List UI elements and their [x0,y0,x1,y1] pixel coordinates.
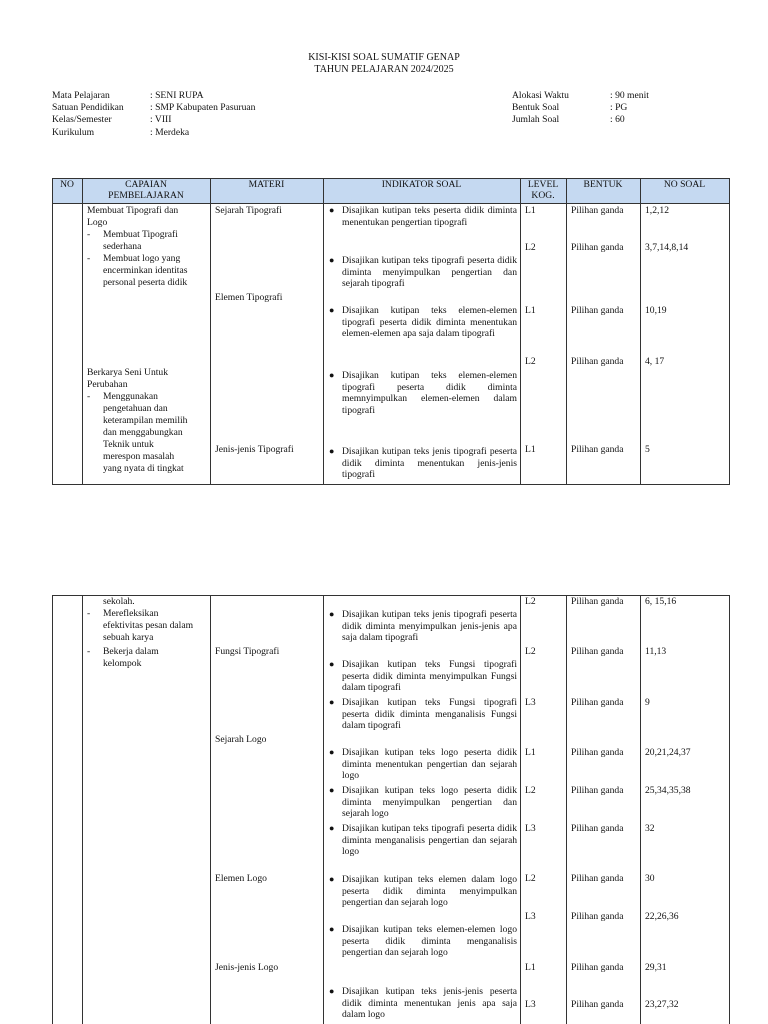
bullet-icon: ● [329,823,335,833]
bullet-icon: ● [329,205,335,215]
materi-cell: Elemen Tipografi [215,292,283,303]
capaian-item-line: sederhana [103,241,142,252]
document-title: KISI-KISI SOAL SUMATIF GENAP [308,52,460,63]
level-cell: L3 [525,999,536,1010]
header-level-2: KOG. [531,190,555,201]
indikator-cell: Disajikan kutipan teks elemen dalam logo peserta didik diminta menyimpulkan pengertian dan sejarah logo [342,874,517,909]
materi-cell: Fungsi Tipografi [215,646,280,657]
bentuk-cell: Pilihan ganda [571,596,624,607]
bentuk-cell: Pilihan ganda [571,242,624,253]
level-cell: L3 [525,697,536,708]
bullet-icon: ● [329,924,335,934]
materi-cell: Jenis-jenis Tipografi [215,444,294,455]
no-soal-cell: 3,7,14,8,14 [645,242,689,253]
indikator-cell: Disajikan kutipan teks tipografi peserta didik diminta menyimpulkan pengertian dan sejarah tipografi [342,255,517,290]
level-cell: L1 [525,962,536,973]
header-no: NO [60,179,74,190]
meta-value: : SENI RUPA [150,90,204,101]
indikator-cell: Disajikan kutipan teks logo peserta didik diminta menentukan pengertian dan sejarah logo [342,747,517,782]
bentuk-cell: Pilihan ganda [571,356,624,367]
bullet-icon: ● [329,874,335,884]
bentuk-cell: Pilihan ganda [571,305,624,316]
bullet-icon: ● [329,446,335,456]
dash-marker: - [87,229,91,240]
level-cell: L2 [525,242,536,253]
meta-value: : Merdeka [150,127,190,138]
meta-label: Satuan Pendidikan [52,102,124,113]
meta-value: : SMP Kabupaten Pasuruan [150,102,256,113]
level-cell: L2 [525,356,536,367]
meta-label: Alokasi Waktu [512,90,569,101]
capaian-item-line: yang nyata di tingkat [103,463,184,474]
bentuk-cell: Pilihan ganda [571,911,624,922]
bentuk-cell: Pilihan ganda [571,646,624,657]
indikator-cell: Disajikan kutipan teks elemen-elemen tipografi peserta didik diminta memnyimpulkan elemen-elemen dalam tipografi [342,370,517,416]
level-cell: L1 [525,747,536,758]
no-soal-cell: 29,31 [645,962,667,973]
capaian-item-line: Membuat logo yang [103,253,181,264]
materi-cell: Elemen Logo [215,873,267,884]
level-cell: L2 [525,785,536,796]
no-soal-cell: 10,19 [645,305,667,316]
bentuk-cell: Pilihan ganda [571,205,624,216]
bentuk-cell: Pilihan ganda [571,785,624,796]
bullet-icon: ● [329,255,335,265]
header-no-soal: NO SOAL [663,179,706,190]
header-capaian-2: PEMBELAJARAN [108,190,184,201]
bullet-icon: ● [329,697,335,707]
capaian-item-line: sekolah. [103,596,135,607]
level-cell: L1 [525,444,536,455]
no-soal-cell: 23,27,32 [645,999,679,1010]
indikator-cell: Disajikan kutipan teks jenis tipografi peserta didik diminta menyimpulkan jenis-jenis apa saja dalam tipografi [342,609,517,644]
capaian-item-line: Teknik untuk [103,439,154,450]
bullet-icon: ● [329,609,335,619]
level-cell: L2 [525,646,536,657]
document-subtitle: TAHUN PELAJARAN 2024/2025 [314,64,454,75]
level-cell: L3 [525,823,536,834]
no-soal-cell: 5 [645,444,650,455]
indikator-cell: Disajikan kutipan teks jenis-jenis peserta didik diminta menentukan jenis apa saja dalam logo [342,986,517,1021]
capaian-item-line: pengetahuan dan [103,403,168,414]
indikator-cell: Disajikan kutipan teks logo peserta didik diminta menyimpulkan pengertian dan sejarah logo [342,785,517,820]
bullet-icon: ● [329,370,335,380]
indikator-cell: Disajikan kutipan teks Fungsi tipografi peserta didik diminta menyimpulkan Fungsi dalam tipografi [342,659,517,694]
indikator-cell: Disajikan kutipan teks peserta didik diminta menentukan pengertian tipografi [342,205,517,228]
capaian-item-line: Membuat Tipografi [103,229,178,240]
no-soal-cell: 9 [645,697,650,708]
capaian-item-line: encerminkan identitas [103,265,188,276]
header-bentuk: BENTUK [583,179,623,190]
meta-label: Mata Pelajaran [52,90,110,101]
meta-value: : 90 menit [610,90,649,101]
no-soal-cell: 32 [645,823,655,834]
header-capaian: CAPAIAN [125,179,167,190]
no-soal-cell: 6, 15,16 [645,596,677,607]
capaian-item-line: dan menggabungkan [103,427,183,438]
bullet-icon: ● [329,785,335,795]
dash-marker: - [87,253,91,264]
level-cell: L2 [525,596,536,607]
meta-value: : PG [610,102,628,113]
meta-value: : 60 [610,114,625,125]
no-soal-cell: 1,2,12 [645,205,669,216]
header-indikator: INDIKATOR SOAL [381,179,462,190]
capaian-item-line: Menggunakan [103,391,158,402]
capaian-item-line: efektivitas pesan dalam [103,620,194,631]
indikator-cell: Disajikan kutipan teks Fungsi tipografi peserta didik diminta menganalisis Fungsi dalam tipografi [342,697,517,732]
level-cell: L2 [525,873,536,884]
capaian-item-line: Merefleksikan [103,608,159,619]
bentuk-cell: Pilihan ganda [571,999,624,1010]
meta-label: Bentuk Soal [512,102,560,113]
no-soal-cell: 30 [645,873,655,884]
bullet-icon: ● [329,747,335,757]
no-soal-cell: 11,13 [645,646,667,657]
meta-value: : VIII [150,114,172,125]
materi-cell: Sejarah Tipografi [215,205,282,216]
no-soal-cell: 25,34,35,38 [645,785,691,796]
capaian-title-line: Perubahan [87,379,128,390]
materi-cell: Sejarah Logo [215,734,267,745]
level-cell: L1 [525,205,536,216]
capaian-item-line: kelompok [103,658,142,669]
dash-marker: - [87,608,91,619]
indikator-cell: Disajikan kutipan teks elemen-elemen logo peserta didik diminta menganalisis pengertian dan sejarah logo [342,924,517,959]
capaian-item-line: personal peserta didik [103,277,188,288]
bentuk-cell: Pilihan ganda [571,444,624,455]
capaian-item-line: Bekerja dalam [103,646,159,657]
indikator-cell: Disajikan kutipan teks elemen-elemen tipografi peserta didik diminta menentukan elemen-elemen apa saja dalam tipografi [342,305,517,340]
indikator-cell: Disajikan kutipan teks jenis tipografi peserta didik diminta menentukan jenis-jenis tipografi [342,446,517,481]
bentuk-cell: Pilihan ganda [571,823,624,834]
meta-label: Kelas/Semester [52,114,112,125]
header-level: LEVEL [527,179,559,190]
capaian-title-line: Berkarya Seni Untuk [87,367,168,378]
capaian-item-line: sebuah karya [103,632,154,643]
meta-label: Kurikulum [52,127,95,138]
capaian-item-line: keterampilan memilih [103,415,188,426]
materi-cell: Jenis-jenis Logo [215,962,279,973]
no-soal-cell: 22,26,36 [645,911,679,922]
bullet-icon: ● [329,305,335,315]
dash-marker: - [87,391,91,402]
capaian-title-line: Logo [87,217,108,228]
no-soal-cell: 20,21,24,37 [645,747,691,758]
no-soal-cell: 4, 17 [645,356,665,367]
capaian-title-line: Membuat Tipografi dan [87,205,179,216]
meta-label: Jumlah Soal [512,114,560,125]
bullet-icon: ● [329,659,335,669]
level-cell: L1 [525,305,536,316]
bentuk-cell: Pilihan ganda [571,873,624,884]
capaian-item-line: merespon masalah [103,451,175,462]
bentuk-cell: Pilihan ganda [571,697,624,708]
header-materi: MATERI [248,179,285,190]
bentuk-cell: Pilihan ganda [571,747,624,758]
dash-marker: - [87,646,91,657]
bullet-icon: ● [329,986,335,996]
bentuk-cell: Pilihan ganda [571,962,624,973]
level-cell: L3 [525,911,536,922]
indikator-cell: Disajikan kutipan teks tipografi peserta didik diminta menganalisis pengertian dan sejarah logo [342,823,517,858]
